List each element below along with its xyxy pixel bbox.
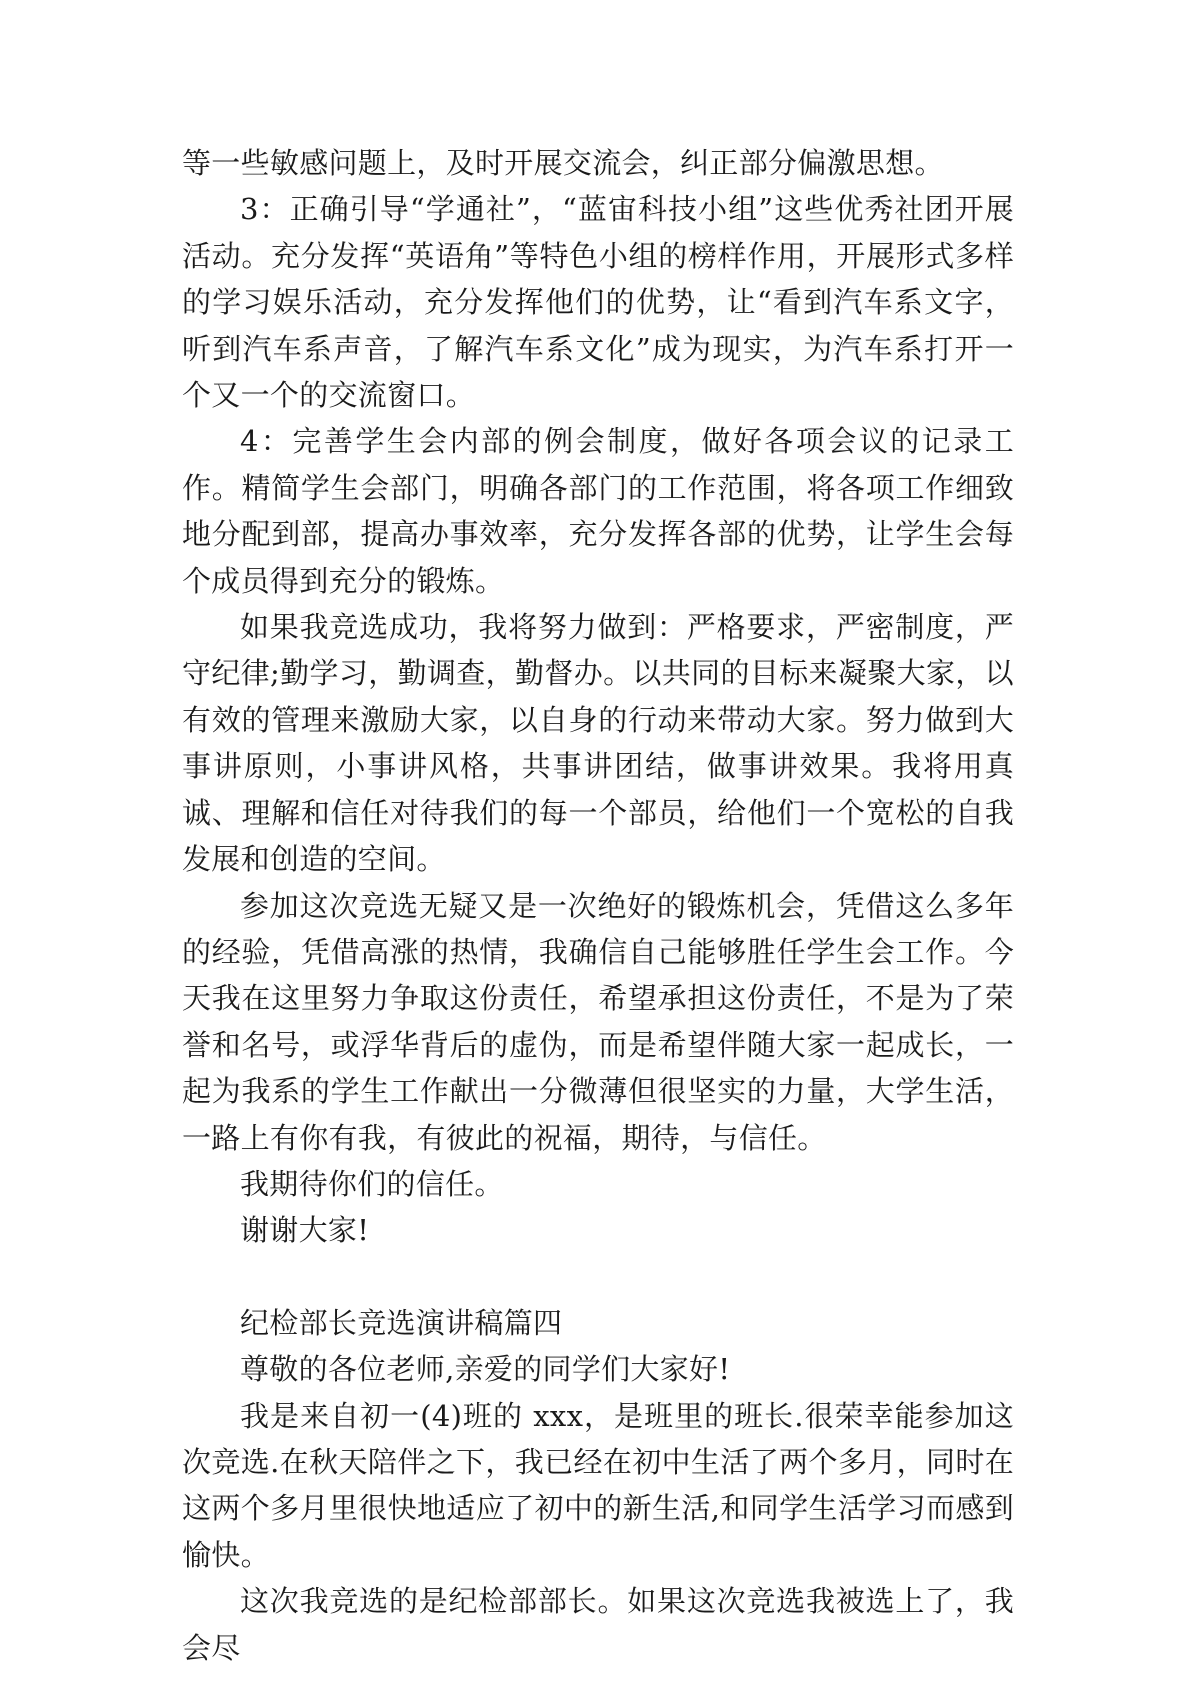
section-title: 纪检部长竞选演讲稿篇四 [240,1305,563,1340]
paragraph: 4：完善学生会内部的例会制度，做好各项会议的记录工作。精简学生会部门，明确各部门的工作范围，将各项工作细致地分配到部，提高办事效率，充分发挥各部的优势，让学生会每个成员得到充分的锻炼。 [182,424,1014,598]
blank-line [182,1254,1014,1300]
paragraph: 3：正确引导“学通社”，“蓝宙科技小组”这些优秀社团开展活动。充分发挥“英语角”等特色小组的榜样作用，开展形式多样的学习娱乐活动，充分发挥他们的优势，让“看到汽车系文字，听到汽车系声音，了解汽车系文化”成为现实，为汽车系打开一个又一个的交流窗口。 [182,192,1014,413]
paragraph: 谢谢大家! [240,1213,370,1248]
paragraph: 我是来自初一(4)班的 xxx，是班里的班长.很荣幸能参加这次竞选.在秋天陪伴之下，我已经在初中生活了两个多月，同时在这两个多月里很快地适应了初中的新生活,和同学生活学习而感到愉快。 [182,1398,1014,1572]
paragraph: 参加这次竞选无疑又是一次绝好的锻炼机会，凭借这么多年的经验，凭借高涨的热情，我确信自己能够胜任学生会工作。今天我在这里努力争取这份责任，希望承担这份责任，不是为了荣誉和名号，或浮华背后的虚伪，而是希望伴随大家一起成长，一起为我系的学生工作献出一分微薄但很坚实的力量，大学生活，一路上有你有我，有彼此的祝福，期待，与信任。 [182,888,1014,1155]
paragraph: 等一些敏感问题上，及时开展交流会，纠正部分偏激思想。 [182,146,944,180]
document-body [182,140,1014,1671]
paragraph: 这次我竞选的是纪检部部长。如果这次竞选我被选上了，我会尽 [182,1584,1014,1665]
paragraph: 尊敬的各位老师,亲爱的同学们大家好! [240,1352,731,1387]
paragraph: 我期待你们的信任。 [240,1166,504,1201]
paragraph: 如果我竞选成功，我将努力做到：严格要求，严密制度，严守纪律;勤学习，勤调查，勤督办。以共同的目标来凝聚大家，以有效的管理来激励大家，以自身的行动来带动大家。努力做到大事讲原则，小事讲风格，共事讲团结，做事讲效果。我将用真诚、理解和信任对待我们的每一个部员，给他们一个宽松的自我发展和创造的空间。 [182,610,1014,877]
